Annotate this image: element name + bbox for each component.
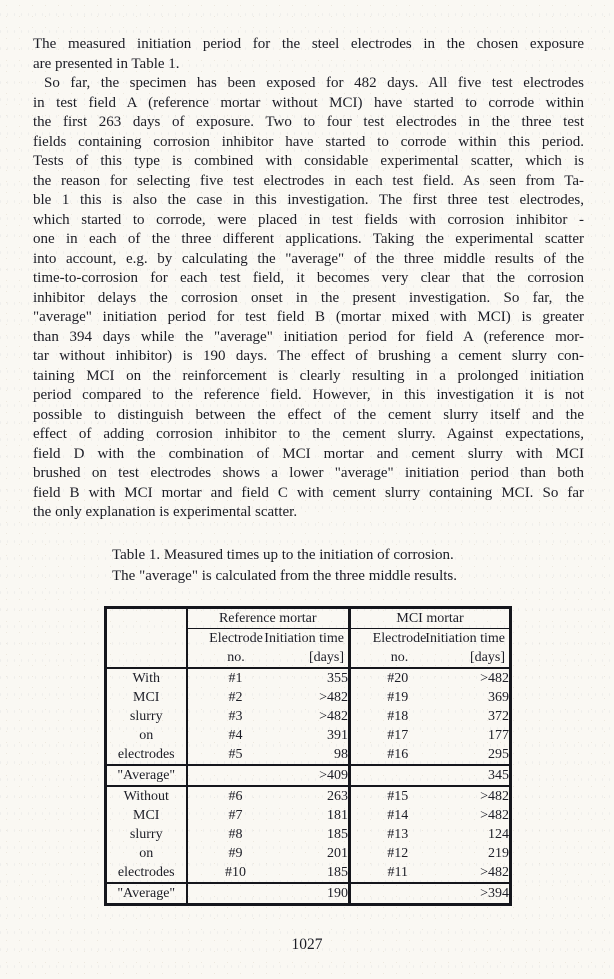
text-line-p2: into account, e.g. by calculating the "average" of the three middle results of the xyxy=(33,250,584,267)
text-line-p2: the first 263 days of exposure. Two to four test electrodes in the three test xyxy=(33,114,584,130)
average-days-cell: >394 xyxy=(350,883,511,905)
initiation-days-cell: 369 xyxy=(488,690,510,705)
sub-header-line-1 xyxy=(351,629,509,648)
text-line-p2: ble 1 this is also the case in this investigation. The first three test electrodes, xyxy=(33,192,584,208)
text-line-p2: fields containing corrosion inhibitor have started to corrode within this period. xyxy=(33,133,584,150)
table-row xyxy=(106,806,511,825)
table-row xyxy=(106,745,511,765)
table-row xyxy=(106,688,511,707)
text-line-p2: the reason for selecting five test electrodes in each test field. As seen from Ta- xyxy=(33,172,584,189)
sub-header-line-1 xyxy=(188,629,349,648)
sub-header-cell xyxy=(350,629,511,669)
initiation-days-cell: 124 xyxy=(488,827,510,842)
initiation-days-cell: >482 xyxy=(480,789,510,804)
initiation-days-cell: >482 xyxy=(319,690,348,705)
text-line-p2: period compared to the reference field. However, in this investigation it is not xyxy=(33,387,584,403)
average-label-cell: "Average" xyxy=(106,765,187,786)
text-line-p2: taining MCI on the reinforcement is clearly resulting in a prolonged initiation xyxy=(33,367,584,384)
electrode-no-cell: #17 xyxy=(350,726,445,745)
initiation-days-cell: 391 xyxy=(327,728,348,743)
table-row xyxy=(106,668,511,688)
table-caption-line-1: Table 1. Measured times up to the initiation of corrosion. xyxy=(112,547,454,563)
sub-header-cell xyxy=(187,629,350,669)
initiation-days-cell: >482 xyxy=(480,808,510,823)
electrode-no-cell: #13 xyxy=(350,825,445,844)
initiation-days-cell: 295 xyxy=(488,747,510,762)
initiation-time-column-header: Initiation time xyxy=(264,631,344,646)
days-unit-label: [days] xyxy=(470,650,506,665)
average-row xyxy=(106,883,511,905)
electrode-no-cell: #15 xyxy=(350,786,445,806)
table-caption-line-2: The "average" is calculated from the three middle results. xyxy=(112,567,458,584)
body-text xyxy=(33,35,584,523)
electrode-no-cell: #16 xyxy=(350,745,445,765)
electrode-unit-label: no. xyxy=(227,650,245,665)
table-row xyxy=(106,786,511,806)
text-line-p2: time-to-corrosion for each test field, it becomes very clear that the corrosion xyxy=(33,270,584,286)
initiation-days-cell: 355 xyxy=(327,671,348,686)
sub-header-line-2 xyxy=(188,648,349,667)
text-line-p2: So far, the specimen has been exposed for 482 days. All five test electrodes xyxy=(44,75,584,91)
electrode-no-cell: #9 xyxy=(228,846,243,861)
text-line-p2: than 394 days while the "average" initiation period for field A (reference mor- xyxy=(33,328,584,345)
row-label-cell: electrodes xyxy=(106,863,187,883)
text-line-p2: field B with MCI mortar and field C with cement slurry containing MCI. So far xyxy=(33,484,584,501)
electrode-column-header: Electrode xyxy=(209,631,263,646)
text-line-p1: The measured initiation period for the steel electrodes in the chosen exposure xyxy=(33,36,584,52)
initiation-time-column-header: Initiation time xyxy=(425,631,506,646)
table-row xyxy=(106,844,511,863)
initiation-days-cell: 263 xyxy=(327,789,348,804)
text-line-p2: effect of adding corrosion inhibitor to the cement slurry. Against expectations, xyxy=(33,426,584,442)
electrode-no-cell: #1 xyxy=(228,671,243,686)
average-row xyxy=(106,765,511,786)
row-label-cell: Without xyxy=(106,786,187,806)
table-row xyxy=(106,726,511,745)
electrode-no-cell: #3 xyxy=(228,709,243,724)
initiation-days-cell: 185 xyxy=(327,865,348,880)
text-line-p2: in test field A (reference mortar without MCI) have started to corrode within xyxy=(33,94,584,111)
group-header-cell: MCI mortar xyxy=(350,608,511,629)
group-header-cell: Reference mortar xyxy=(187,608,350,629)
table-row xyxy=(106,863,511,883)
sub-header-wrap xyxy=(188,629,349,667)
row-label-cell: slurry xyxy=(106,825,187,844)
text-line-p2: "average" initiation period for test field B (mortar mixed with MCI) is greater xyxy=(33,309,584,325)
electrode-column-header: Electrode xyxy=(372,631,427,646)
electrode-no-cell: #5 xyxy=(228,747,243,762)
table-header-row-groups xyxy=(106,608,511,629)
page-number: 1027 xyxy=(291,936,323,953)
initiation-days-cell: 185 xyxy=(327,827,348,842)
table-caption xyxy=(112,545,457,586)
row-label-cell: MCI xyxy=(106,806,187,825)
text-line-p2: brushed on test electrodes shows a lower "average" initiation period than both xyxy=(33,465,584,481)
text-line-p2: which started to corrode, were placed in test fields with corrosion inhibitor - xyxy=(33,211,584,228)
electrode-no-cell: #18 xyxy=(350,707,445,726)
electrode-no-cell: #14 xyxy=(350,806,445,825)
initiation-days-cell: 219 xyxy=(488,846,510,861)
initiation-days-cell: 98 xyxy=(334,747,348,762)
average-days-cell: >409 xyxy=(187,765,350,786)
text-line-p2: inhibitor delays the corrosion onset in the present investigation. So far, the xyxy=(33,289,584,306)
initiation-days-cell: >482 xyxy=(480,865,510,880)
text-line-p2: field D with the combination of MCI mortar and cement slurry with MCI xyxy=(33,445,584,462)
text-line-p2: the only explanation is experimental scatter. xyxy=(33,504,298,520)
electrode-no-cell: #8 xyxy=(228,827,243,842)
electrode-no-cell: #10 xyxy=(225,865,246,880)
table-row xyxy=(106,707,511,726)
electrode-unit-label: no. xyxy=(390,650,409,665)
table-row xyxy=(106,825,511,844)
table-corner-cell xyxy=(106,608,187,669)
row-label-cell: on xyxy=(106,844,187,863)
electrode-no-cell: #2 xyxy=(228,690,243,705)
sub-header-wrap xyxy=(351,629,509,667)
electrode-no-cell: #4 xyxy=(228,728,243,743)
row-label-cell: MCI xyxy=(106,688,187,707)
initiation-days-cell: >482 xyxy=(319,709,348,724)
text-line-p2: one in each of the three different applications. Taking the experimental scatter xyxy=(33,231,584,247)
average-label-cell: "Average" xyxy=(106,883,187,905)
electrode-no-cell: #12 xyxy=(350,844,445,863)
average-days-cell: 190 xyxy=(187,883,350,905)
text-line-p2: Tests of this type is combined with considable experimental scatter, which is xyxy=(33,153,584,169)
days-unit-label: [days] xyxy=(309,650,344,665)
text-line-p1: are presented in Table 1. xyxy=(33,55,180,72)
row-label-cell: slurry xyxy=(106,707,187,726)
initiation-days-cell: >482 xyxy=(480,671,510,686)
row-label-cell: electrodes xyxy=(106,745,187,765)
electrode-no-cell: #11 xyxy=(350,863,445,883)
row-label-cell: With xyxy=(106,668,187,688)
electrode-no-cell: #6 xyxy=(228,789,243,804)
sub-header-line-2 xyxy=(351,648,509,667)
text-line-p2: possible to distinguish between the effect of the cement slurry itself and the xyxy=(33,406,584,423)
text-line-p2: tar without inhibitor) is 190 days. The effect of brushing a cement slurry con- xyxy=(33,348,584,364)
electrode-no-cell: #7 xyxy=(228,808,243,823)
average-days-cell: 345 xyxy=(350,765,511,786)
row-label-cell: on xyxy=(106,726,187,745)
electrode-no-cell: #19 xyxy=(350,688,445,707)
results-table xyxy=(104,606,512,906)
initiation-days-cell: 372 xyxy=(488,709,510,724)
initiation-days-cell: 201 xyxy=(327,846,348,861)
initiation-days-cell: 181 xyxy=(327,808,348,823)
electrode-no-cell: #20 xyxy=(350,668,445,688)
initiation-days-cell: 177 xyxy=(488,728,510,743)
